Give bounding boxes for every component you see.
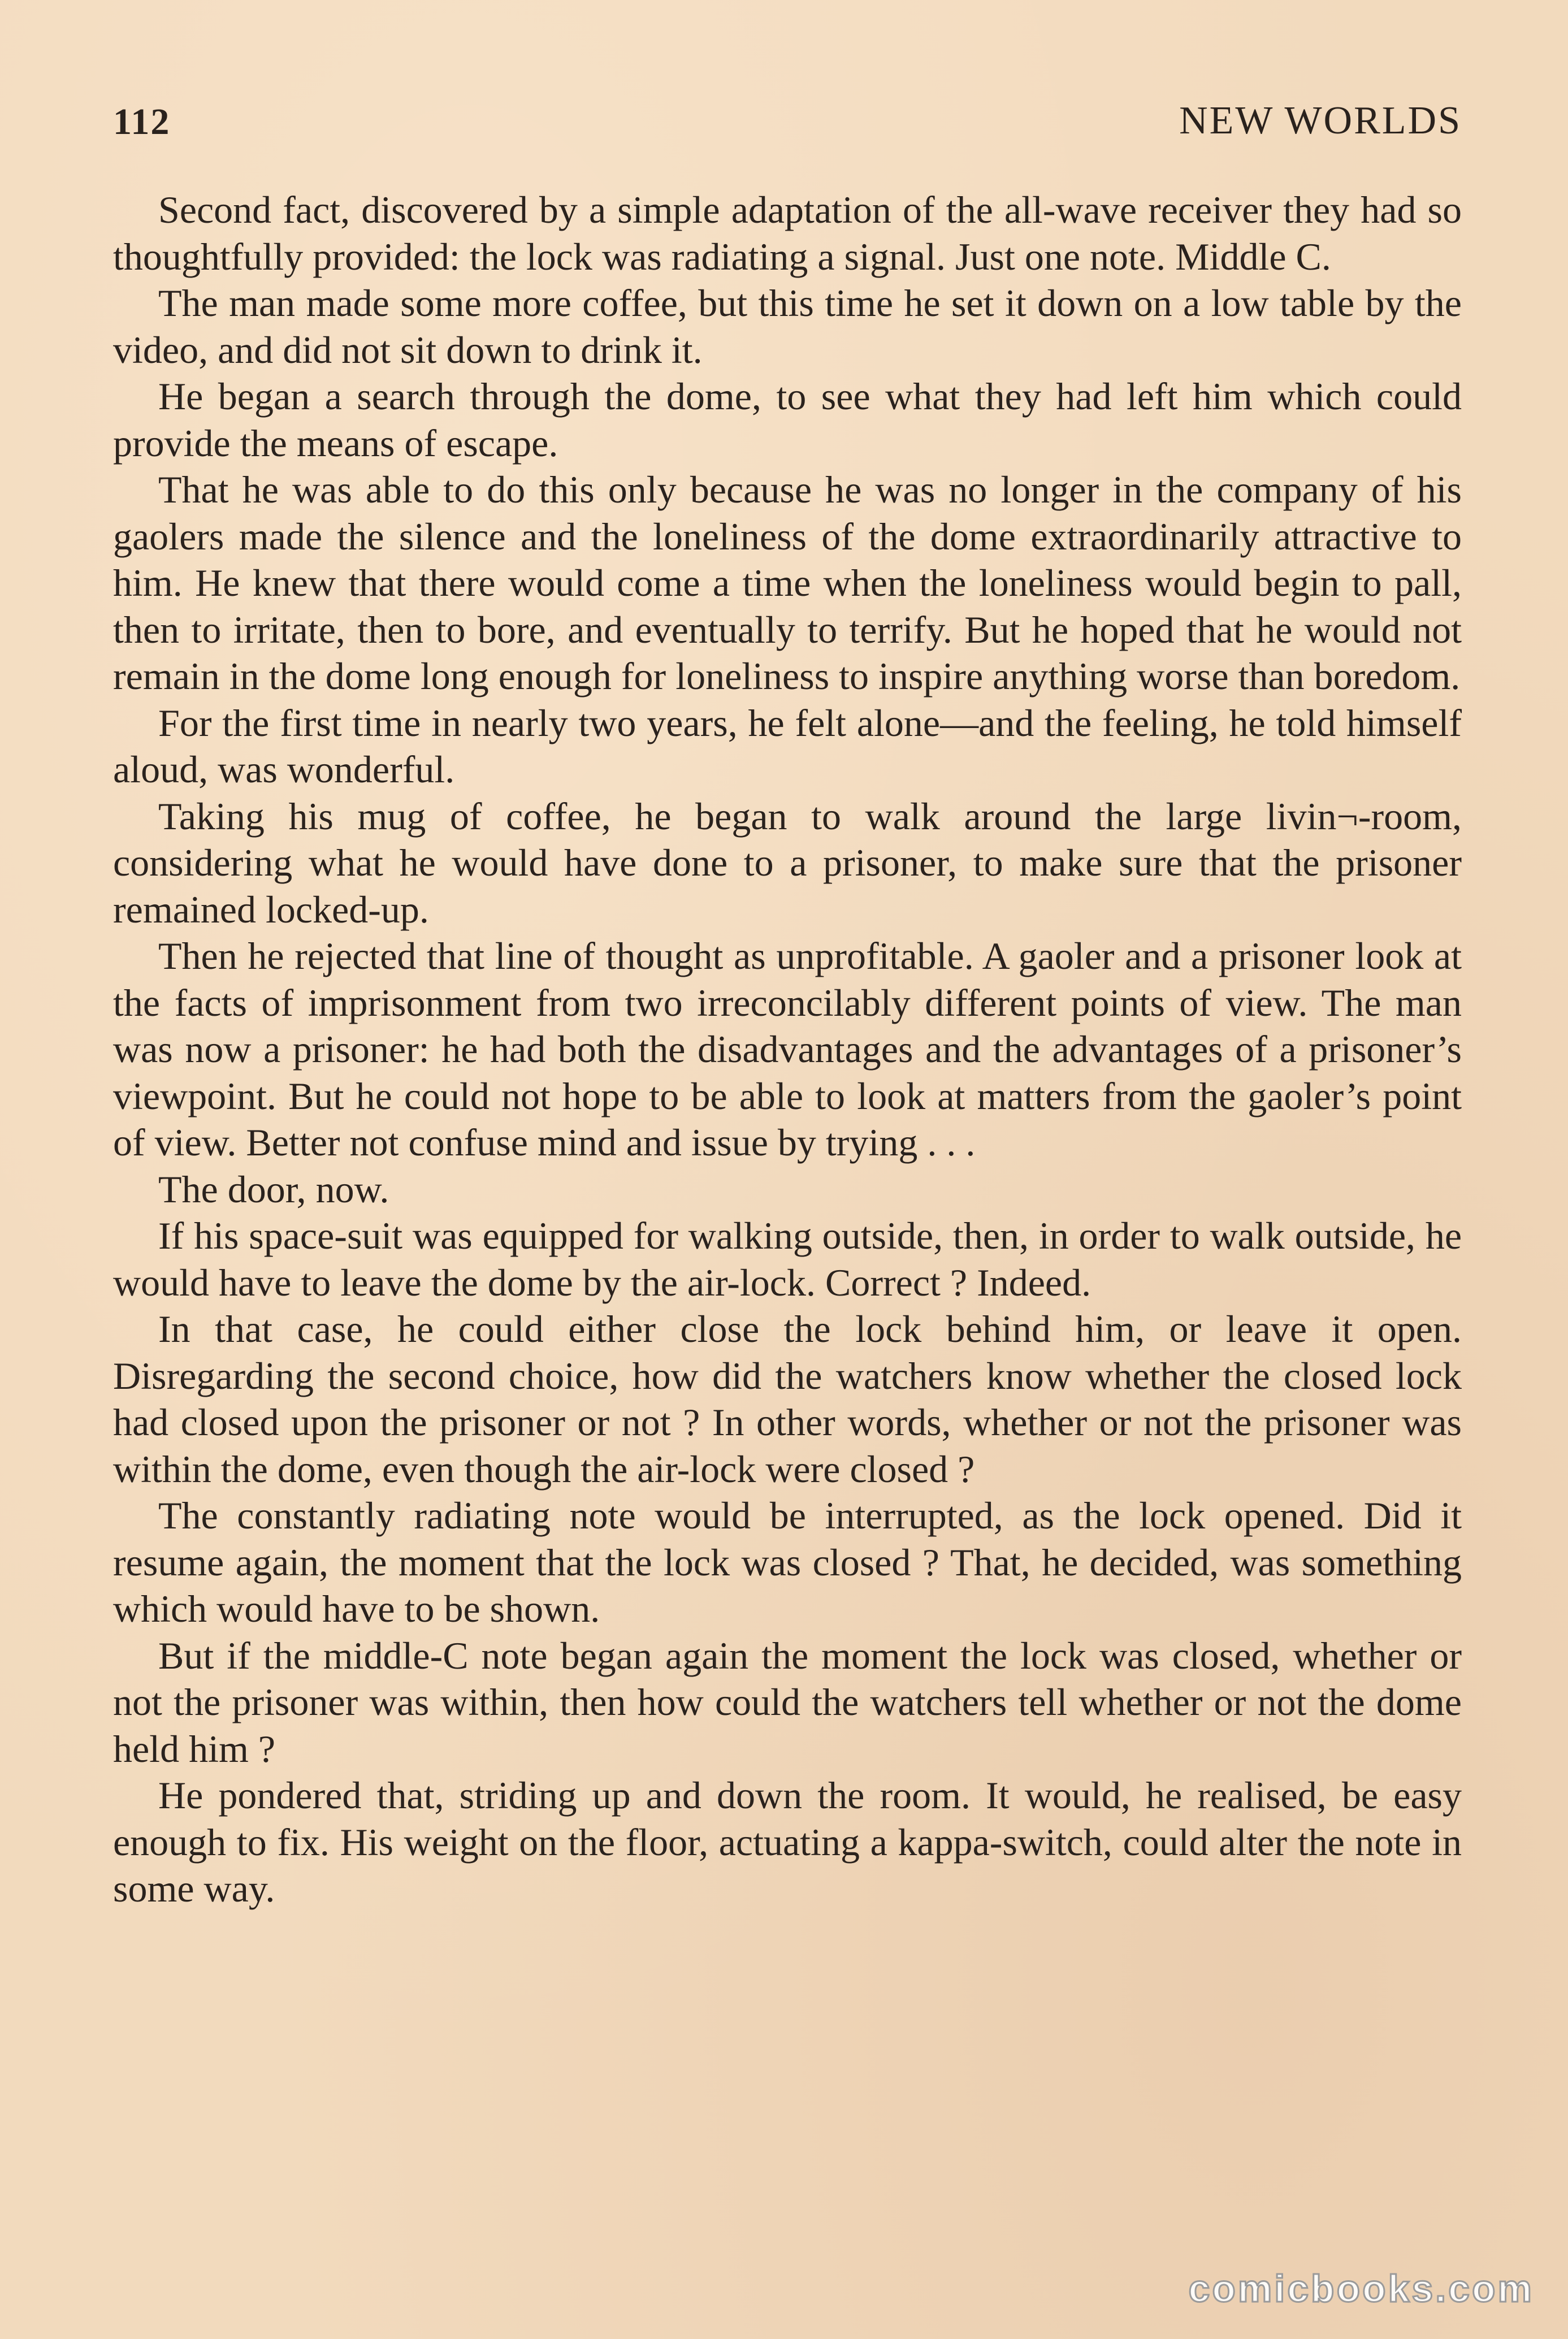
paragraph: In that case, he could either close the lock behind him, or leave it open. Disregarding the second choice, how did the watchers know whether the closed lock had closed upon the prisoner or not ? In other words, whether or not the prisoner was within the dome, even though the air-lock were closed ?	[113, 1307, 1462, 1491]
running-head	[113, 90, 1462, 153]
body-text	[113, 187, 1462, 1912]
paragraph: Taking his mug of coffee, he began to walk around the large livin¬-room, considering what he would have done to a prisoner, to make sure that the prisoner remained locked-up.	[113, 794, 1462, 931]
paragraph: The man made some more coffee, but this time he set it down on a low table by the video, and did not sit down to drink it.	[113, 281, 1462, 371]
paragraph: He began a search through the dome, to see what they had left him which could provide the means of escape.	[113, 375, 1462, 465]
page-number: 112	[113, 101, 171, 142]
paragraph: The constantly radiating note would be interrupted, as the lock opened. Did it resume again, the moment that the lock was closed ? That, he decided, was something which would have to be shown.	[113, 1494, 1462, 1630]
paragraph: He pondered that, striding up and down the room. It would, he realised, be easy enough to fix. His weight on the floor, actuating a kappa-switch, could alter the note in some way.	[113, 1774, 1462, 1910]
paragraph: But if the middle-C note began again the moment the lock was closed, whether or not the prisoner was within, then how could the watchers tell whether or not the dome held him ?	[113, 1634, 1462, 1770]
watermark: comicbooks.com	[1188, 2267, 1534, 2310]
paragraph: Second fact, discovered by a simple adaptation of the all-wave receiver they had so thoughtfully provided: the lock was radiating a signal. Just one note. Middle C.	[113, 188, 1462, 278]
paragraph: For the first time in nearly two years, he felt alone—and the feeling, he told himself aloud, was wonderful.	[113, 701, 1462, 791]
paragraph: Then he rejected that line of thought as unprofitable. A gaoler and a prisoner look at the facts of imprisonment from two irreconcilably different points of view. The man was now a prisoner: he had both the disadvantages and the advantages of a prisoner’s viewpoint. But he could not hope to be able to look at matters from the gaoler’s point of view. Better not confuse mind and issue by trying . . .	[113, 934, 1462, 1164]
running-title: NEW WORLDS	[1179, 99, 1462, 142]
paragraph: That he was able to do this only because he was no longer in the company of his gaolers made the silence and the loneliness of the dome extraordinarily attractive to him. He knew that there would come a time when the loneliness would begin to pall, then to irritate, then to bore, and eventually to terrify. But he hoped that he would not remain in the dome long enough for loneliness to inspire anything worse than boredom.	[113, 468, 1462, 698]
paragraph: If his space-suit was equipped for walking outside, then, in order to walk outside, he would have to leave the dome by the air-lock. Correct ? Indeed.	[113, 1214, 1462, 1304]
paragraph: The door, now.	[158, 1167, 389, 1211]
